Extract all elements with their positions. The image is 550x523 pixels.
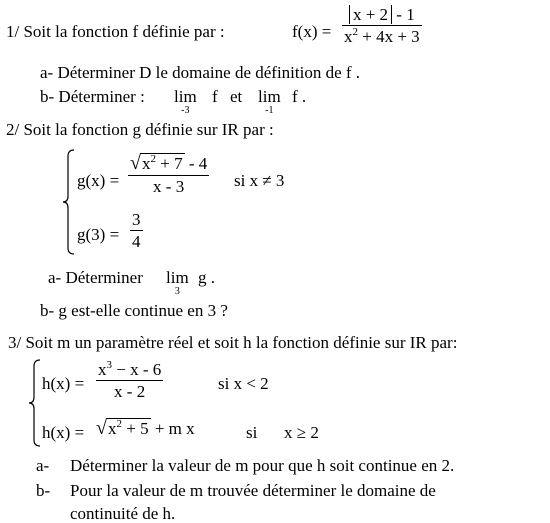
ex3-h2-expression [96, 418, 195, 438]
ex1-denominator [342, 25, 422, 45]
ex3-item-b-label: b- [36, 481, 51, 500]
ex3-h2-rad-exp: 2 [116, 418, 122, 430]
ex3-item-a: Déterminer la valeur de m pour que h soit continue en 2. [70, 456, 455, 475]
ex1-item-b-et: et [230, 87, 243, 106]
ex3-heading: 3/ Soit m un paramètre réel et soit h la fonction définie sur IR par: [8, 333, 458, 352]
ex1-heading: 1/ Soit la fonction f définie par : [6, 22, 225, 41]
ex3-h1-numerator [96, 361, 163, 380]
ex1-numerator-tail: - 1 [396, 5, 415, 24]
ex2-lim-sub: 3 [174, 286, 180, 297]
ex3-h2-radicand [106, 418, 151, 437]
ex1-numerator [342, 6, 422, 25]
ex3-h1-condition: si x < 2 [218, 374, 269, 393]
ex2-numerator [128, 153, 209, 175]
ex3-h2-tail: + m x [154, 419, 195, 438]
ex1-fx-label: f(x) = [292, 22, 332, 41]
ex1-item-b-prefix: b- Déterminer : [40, 87, 145, 106]
ex2-g3-fraction [130, 211, 143, 250]
ex1-den-exp: 2 [352, 26, 358, 38]
ex2-heading: 2/ Soit la fonction g définie sur IR par : [6, 120, 274, 139]
ex1-absolute-value: x + 2 [349, 5, 392, 24]
ex3-h2-condition: x ≥ 2 [284, 423, 319, 442]
ex2-fraction [128, 153, 209, 195]
ex3-h1-denominator: x - 2 [96, 380, 163, 400]
ex1-den-x: x [344, 27, 353, 46]
ex1-lim2-sub: -1 [265, 105, 274, 116]
ex2-denominator: x - 3 [128, 175, 209, 195]
ex1-lim2-word: lim [258, 87, 281, 106]
ex2-num-x: x [141, 154, 151, 173]
ex2-limit [166, 269, 189, 297]
ex2-g3-num: 3 [132, 210, 141, 229]
ex2-num-tail: + 7 [155, 154, 183, 173]
ex1-lim2-func: f . [292, 87, 307, 106]
ex3-item-a-label: a- [36, 456, 50, 475]
ex3-h2-rad-tail: + 5 [121, 419, 149, 438]
ex2-g3-label: g(3) = [77, 225, 120, 244]
ex1-lim1-sub: -3 [181, 105, 190, 116]
ex2-g-label: g(x) = [77, 171, 120, 190]
ex2-lim-func: g . [198, 268, 215, 287]
ex3-h2-cond-si: si [246, 423, 258, 442]
ex2-item-a: a- Déterminer [48, 268, 143, 287]
ex3-h2-label: h(x) = [42, 423, 85, 442]
ex1-limit-1 [174, 88, 197, 116]
ex2-radicand [140, 153, 185, 172]
ex3-h1-num-exp: 3 [106, 359, 112, 371]
ex2-item-b: b- g est-elle continue en 3 ? [40, 301, 228, 320]
ex1-fraction [342, 6, 422, 45]
ex3-item-b-line1: Pour la valeur de m trouvée déterminer le domaine de [70, 481, 436, 500]
ex1-lim1-func: f [212, 87, 218, 106]
ex2-num-minus: - 4 [188, 154, 208, 173]
ex2-g3-den: 4 [132, 232, 141, 251]
ex3-h1-num-tail: − x - 6 [112, 360, 162, 379]
ex1-den-tail: + 4x + 3 [358, 27, 420, 46]
ex3-h2-rad-x: x [107, 419, 117, 438]
ex3-brace [28, 358, 42, 448]
ex3-h1-fraction [96, 361, 163, 400]
ex3-item-b-line2: continuité de h. [70, 504, 176, 523]
ex2-lim-word: lim [166, 268, 189, 287]
ex1-item-a: a- Déterminer D le domaine de définition de f . [40, 63, 361, 82]
ex2-condition: si x ≠ 3 [234, 171, 285, 190]
ex1-limit-2 [258, 88, 281, 116]
ex1-lim1-word: lim [174, 87, 197, 106]
ex2-num-exp: 2 [150, 153, 156, 165]
ex3-h2-root-sign: √ [96, 417, 107, 439]
ex2-brace [62, 148, 76, 256]
ex3-h1-label: h(x) = [42, 374, 85, 393]
ex2-root-sign: √ [130, 152, 141, 174]
ex3-h1-num-x: x [98, 360, 107, 379]
